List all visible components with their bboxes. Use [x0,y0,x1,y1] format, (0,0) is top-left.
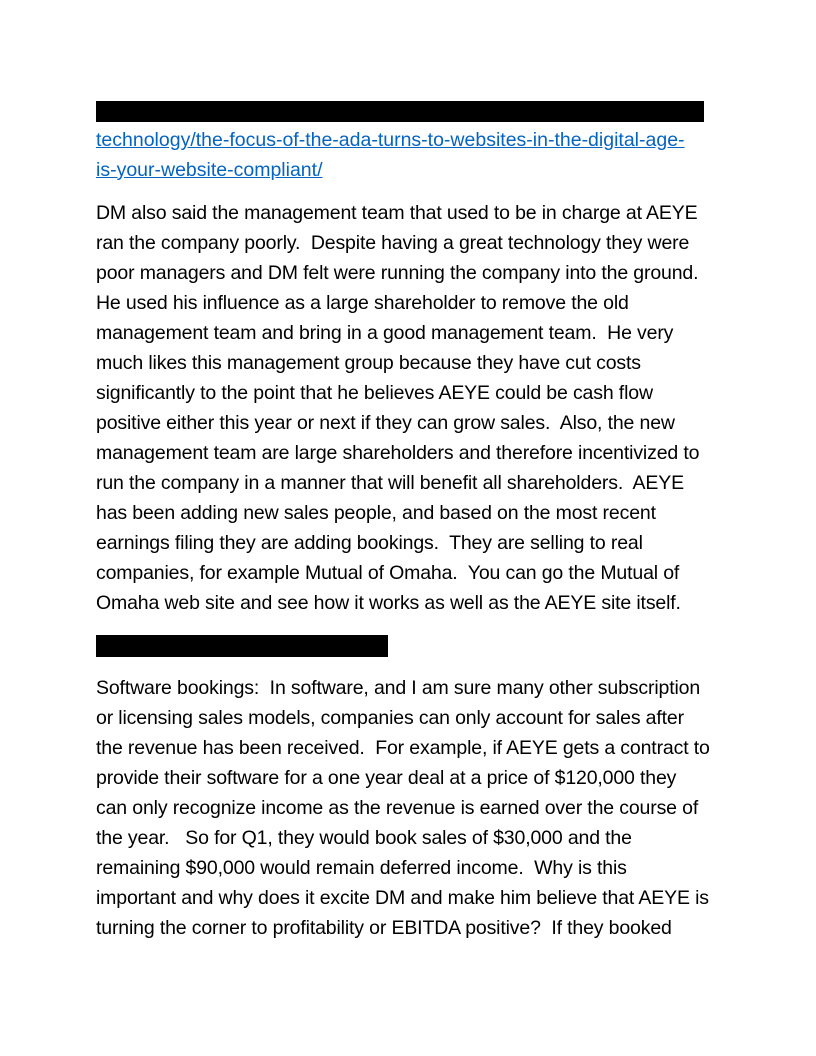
text-line: can only recognize income as the revenue is earned over the course of [96,797,699,819]
paragraph-software-bookings [96,673,736,943]
text-line: management team are large shareholders and therefore incentivized to [96,442,700,464]
text-line: important and why does it excite DM and make him believe that AEYE is [96,887,709,909]
text-line: run the company in a manner that will benefit all shareholders. AEYE [96,472,684,494]
url-link-line-1[interactable]: technology/the-focus-of-the-ada-turns-to-websites-in-the-digital-age- [96,129,685,151]
text-line: or licensing sales models, companies can only account for sales after [96,707,684,729]
text-line: DM also said the management team that used to be in charge at AEYE [96,202,698,224]
text-line: poor managers and DM felt were running the company into the ground. [96,262,699,284]
text-line: the year. So for Q1, they would book sales of $30,000 and the [96,827,632,849]
text-line: He used his influence as a large shareholder to remove the old [96,292,629,314]
paragraph-management [96,198,736,618]
url-link-line-2[interactable]: is-your-website-compliant/ [96,158,323,181]
redaction-bar [96,635,388,657]
text-line: management team and bring in a good management team. He very [96,322,674,344]
text-line: positive either this year or next if they can grow sales. Also, the new [96,412,675,434]
text-line: Software bookings: In software, and I am sure many other subscription [96,677,701,699]
text-line: significantly to the point that he believes AEYE could be cash flow [96,382,653,404]
text-line: companies, for example Mutual of Omaha. You can go the Mutual of [96,562,680,584]
text-line: earnings filing they are adding bookings. They are selling to real [96,532,643,554]
text-line: ran the company poorly. Despite having a great technology they were [96,232,690,254]
text-line: turning the corner to profitability or EBITDA positive? If they booked [96,917,672,939]
text-line: much likes this management group because they have cut costs [96,352,641,374]
text-line: has been adding new sales people, and based on the most recent [96,502,656,524]
text-line: Omaha web site and see how it works as well as the AEYE site itself. [96,592,681,614]
text-line: provide their software for a one year deal at a price of $120,000 they [96,767,677,789]
text-line: remaining $90,000 would remain deferred income. Why is this [96,857,627,879]
text-line: the revenue has been received. For example, if AEYE gets a contract to [96,737,710,759]
url-link-block [96,126,726,185]
redaction-bar [96,101,704,122]
